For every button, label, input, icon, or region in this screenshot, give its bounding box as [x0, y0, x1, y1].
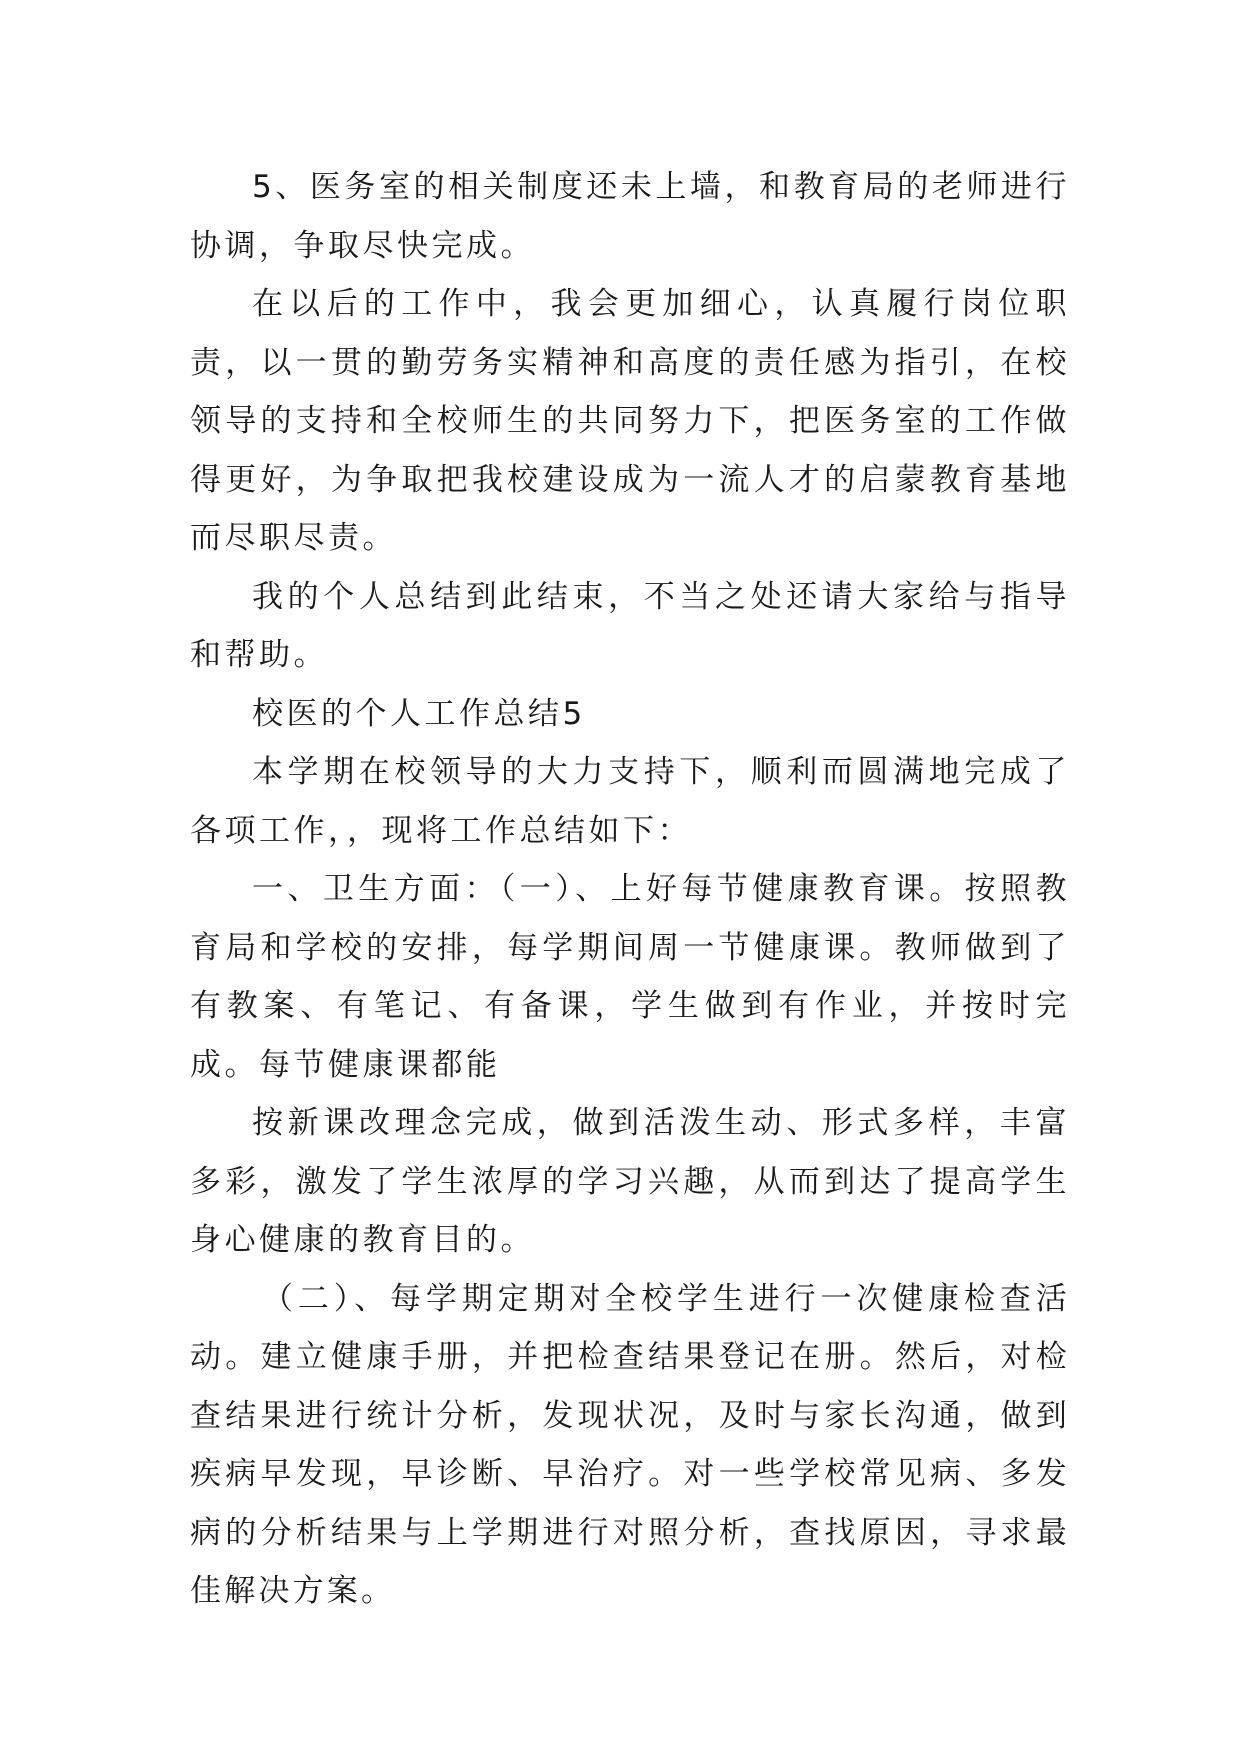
document-body: [190, 158, 1070, 1621]
paragraph-health-education: 一、卫生方面：（一）、上好每节健康教育课。按照教育局和学校的安排，每学期间周一节健康课。教师做到了有教案、有笔记、有备课，学生做到有作业，并按时完成。每节健康课都能: [190, 871, 1070, 1083]
paragraph-closing: 我的个人总结到此结束，不当之处还请大家给与指导和帮助。: [190, 578, 1070, 673]
paragraph-semester-intro: 本学期在校领导的大力支持下，顺利而圆满地完成了各项工作，，现将工作总结如下：: [190, 754, 1070, 849]
section-heading: 校医的个人工作总结5: [252, 695, 586, 732]
paragraph-health-check: （二）、每学期定期对全校学生进行一次健康检查活动。建立健康手册，并把检查结果登记在册。然后，对检查结果进行统计分析，发现状况，及时与家长沟通，做到疾病早发现，早诊断、早治疗。对一些学校常见病、多发病的分析结果与上学期进行对照分析，查找原因，寻求最佳解决方案。: [190, 1280, 1070, 1609]
paragraph-institution-rules: 5、医务室的相关制度还未上墙，和教育局的老师进行协调，争取尽快完成。: [190, 169, 1070, 264]
paragraph-new-curriculum: 按新课改理念完成，做到活泼生动、形式多样，丰富多彩，激发了学生浓厚的学习兴趣，从而到达了提高学生身心健康的教育目的。: [190, 1105, 1070, 1258]
paragraph-future-work: 在以后的工作中，我会更加细心，认真履行岗位职责，以一贯的勤劳务实精神和高度的责任感为指引，在校领导的支持和全校师生的共同努力下，把医务室的工作做得更好，为争取把我校建设成为一流人才的启蒙教育基地而尽职尽责。: [190, 286, 1070, 556]
